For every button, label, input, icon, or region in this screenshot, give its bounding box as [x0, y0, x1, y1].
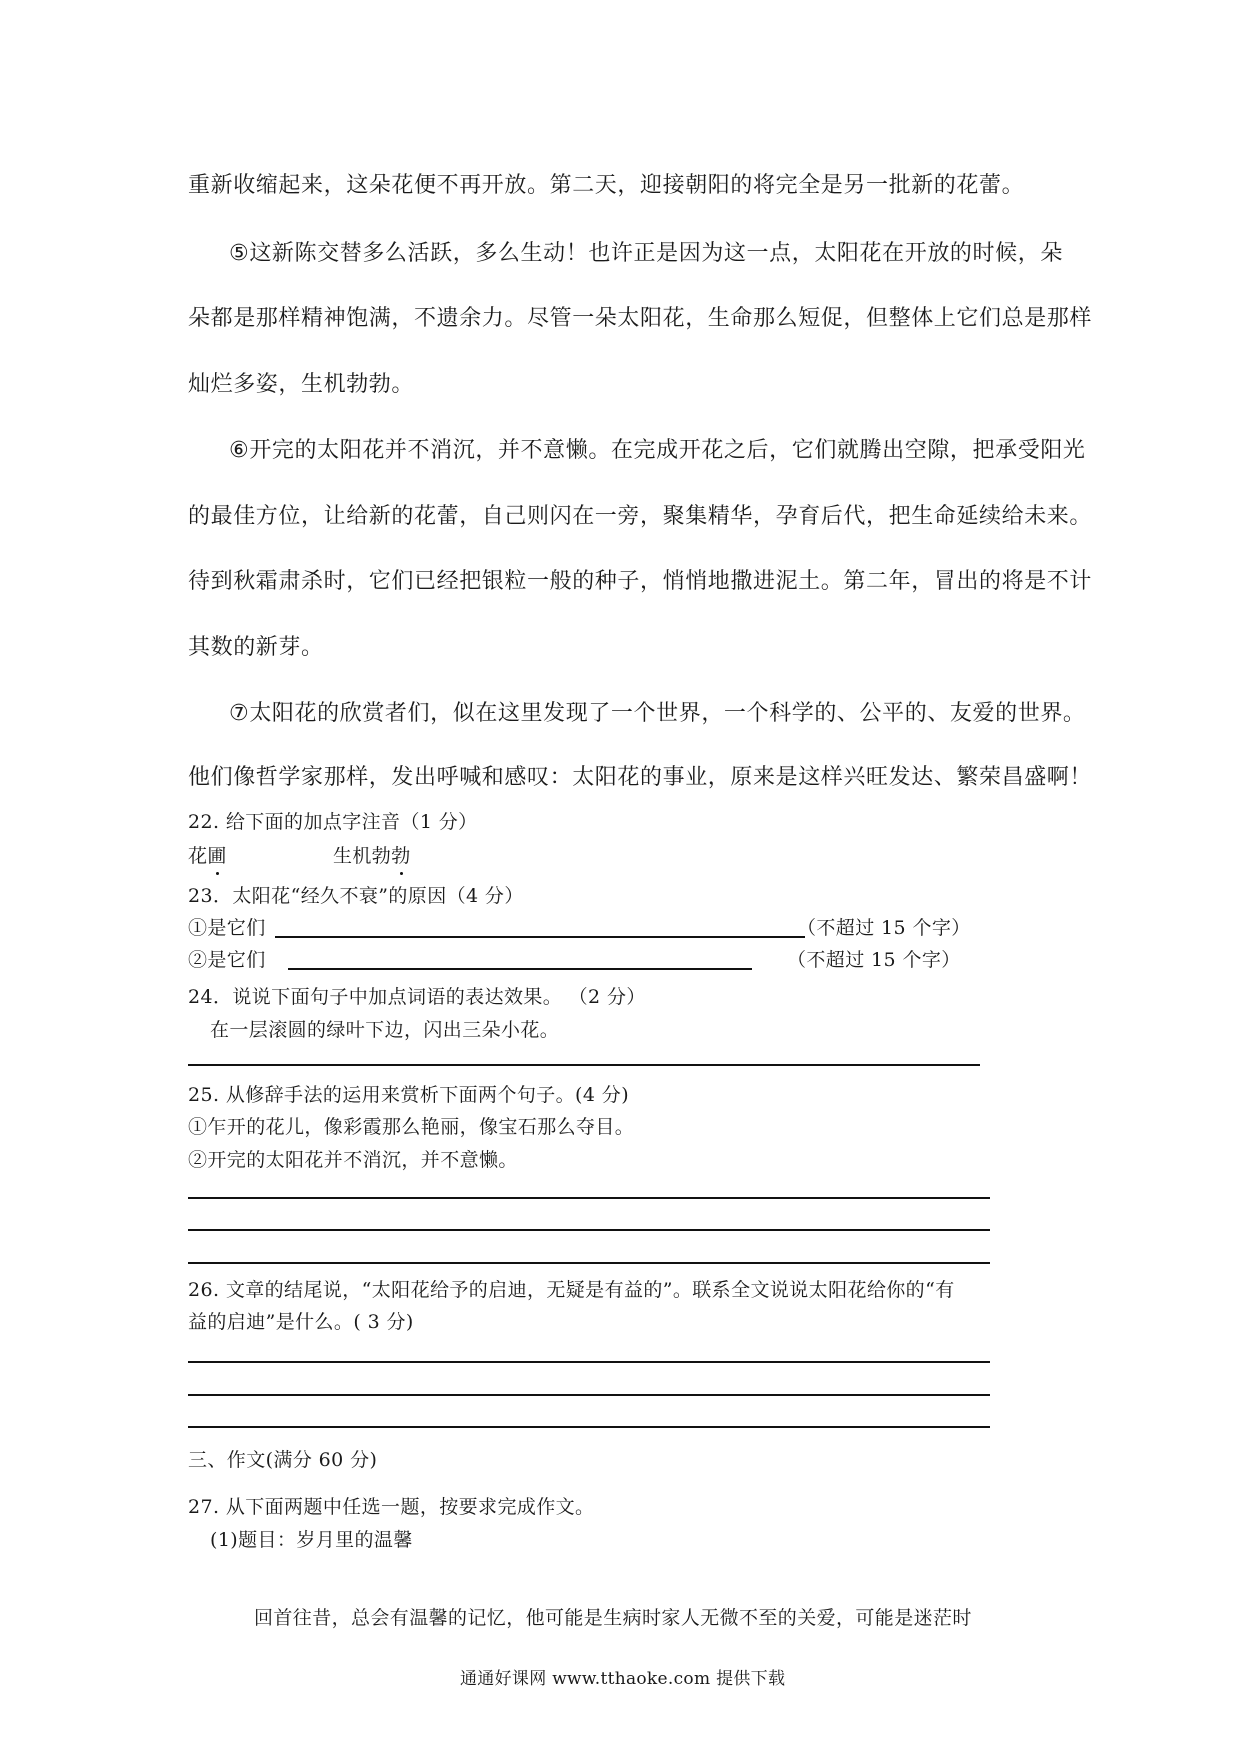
passage-p4-tail: 重新收缩起来，这朵花便不再开放。第二天，迎接朝阳的将完全是另一批新的花蕾。 — [188, 173, 1025, 198]
q27-prompt: 27. 从下面两题中任选一题，按要求完成作文。 — [188, 1496, 595, 1518]
q23-answer2-note: （不超过 15 个字） — [787, 949, 961, 971]
passage-p6-line3: 待到秋霜肃杀时，它们已经把银粒一般的种子，悄悄地撒进泥土。第二年，冒出的将是不计 — [188, 569, 1093, 594]
q27-body: 回首往昔，总会有温馨的记忆，他可能是生病时家人无微不至的关爱，可能是迷茫时 — [254, 1607, 972, 1629]
q23-answer1-label: ①是它们 — [188, 917, 266, 939]
q22-word2 — [333, 841, 411, 868]
q22-word1-text: 花 — [188, 845, 208, 867]
passage-p7-line2: 他们像哲学家那样，发出呼喊和感叹：太阳花的事业，原来是这样兴旺发达、繁荣昌盛啊！ — [188, 765, 1093, 790]
q22-prompt: 22. 给下面的加点字注音（1 分） — [188, 811, 478, 833]
q25-answer-line-1[interactable] — [188, 1197, 990, 1199]
q22-word1 — [188, 841, 227, 868]
passage-p6-line4: 其数的新芽。 — [188, 635, 324, 660]
q26-answer-line-2[interactable] — [188, 1394, 990, 1396]
q25-sentence2: ②开完的太阳花并不消沉，并不意懒。 — [188, 1149, 518, 1171]
q25-prompt: 25. 从修辞手法的运用来赏析下面两个句子。(4 分) — [188, 1084, 630, 1106]
q26-answer-line-3[interactable] — [188, 1426, 990, 1428]
q22-word1-dotted-char: 圃 — [207, 841, 226, 868]
passage-p5-line2: 朵都是那样精神饱满，不遗余力。尽管一朵太阳花，生命那么短促，但整体上它们总是那样 — [188, 306, 1093, 331]
q26-answer-line-1[interactable] — [188, 1361, 990, 1363]
composition-heading: 三、作文(满分 60 分) — [188, 1449, 378, 1471]
passage-p5-line1: ⑤这新陈交替多么活跃，多么生动！也许正是因为这一点，太阳花在开放的时候，朵 — [229, 241, 1063, 266]
passage-p6-line2: 的最佳方位，让给新的花蕾，自己则闪在一旁，聚集精华，孕育后代，把生命延续给未来。 — [188, 504, 1093, 529]
q23-answer1-note: （不超过 15 个字） — [797, 917, 971, 939]
q24-answer-line[interactable] — [188, 1064, 980, 1066]
q22-word2-dotted-char: 勃 — [391, 841, 410, 868]
q22-word2-text: 生机勃 — [333, 845, 392, 867]
q24-sentence: 在一层滚圆的绿叶下边，闪出三朵小花。 — [210, 1019, 560, 1041]
q23-answer2-label: ②是它们 — [188, 949, 266, 971]
q25-answer-line-2[interactable] — [188, 1229, 990, 1231]
passage-p5-line3: 灿烂多姿，生机勃勃。 — [188, 372, 415, 397]
passage-p7-line1: ⑦太阳花的欣赏者们，似在这里发现了一个世界，一个科学的、公平的、友爱的世界。 — [229, 701, 1086, 726]
q24-prompt: 24．说说下面句子中加点词语的表达效果。 （2 分） — [188, 986, 646, 1008]
q25-sentence1: ①乍开的花儿，像彩霞那么艳丽，像宝石那么夺目。 — [188, 1116, 635, 1138]
page-footer: 通通好课网 www.tthaoke.com 提供下载 — [460, 1669, 786, 1689]
q26-prompt-line1: 26. 文章的结尾说，“太阳花给予的启迪，无疑是有益的”。联系全文说说太阳花给你的“有 — [188, 1279, 955, 1301]
q23-prompt: 23．太阳花“经久不衰”的原因（4 分） — [188, 885, 524, 907]
q23-answer2-line[interactable] — [288, 968, 752, 970]
q25-answer-line-3[interactable] — [188, 1262, 990, 1264]
q26-prompt-line2: 益的启迪”是什么。( 3 分) — [188, 1311, 414, 1333]
q27-topic: (1)题目：岁月里的温馨 — [210, 1529, 413, 1551]
q23-answer1-line[interactable] — [275, 936, 805, 938]
passage-p6-line1: ⑥开完的太阳花并不消沉，并不意懒。在完成开花之后，它们就腾出空隙，把承受阳光 — [229, 438, 1086, 463]
